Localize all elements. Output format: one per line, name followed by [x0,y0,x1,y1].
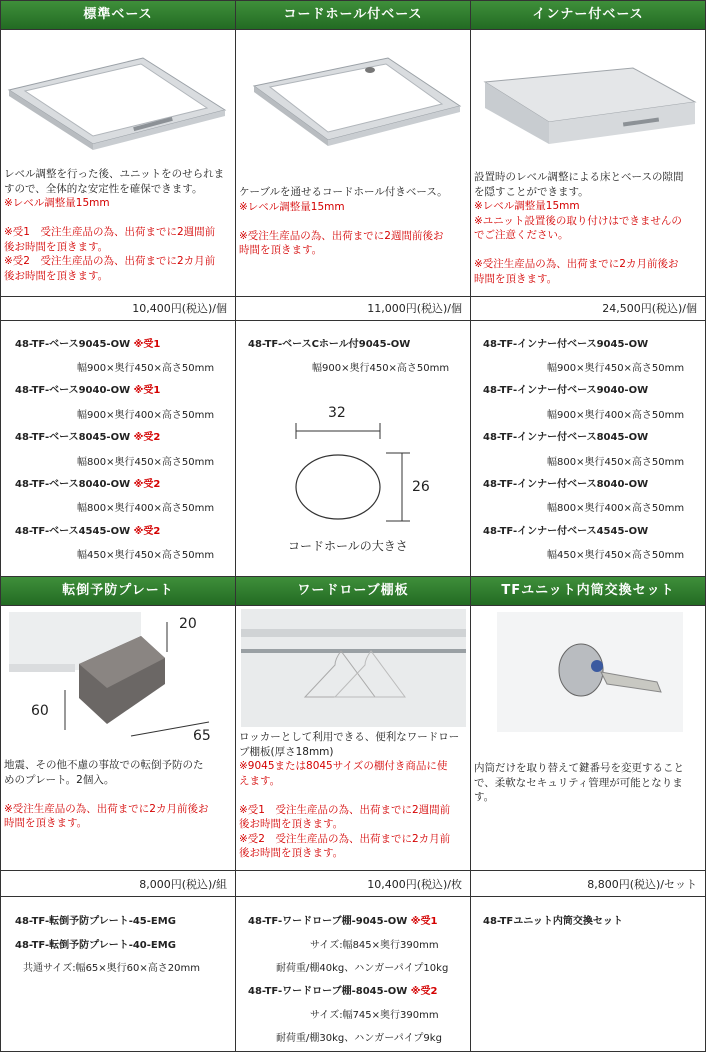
model-load: 耐荷重/棚30kg、ハンガーパイプ9kg [276,1033,442,1044]
header-anti-tip-plate: 転倒予防プレート [0,576,236,606]
price-standard-base: 10,400円(税込)/個 [0,296,236,321]
model-name: 48-TF-ベースCホール付9045-OW [248,339,411,350]
model-load: 耐荷重/棚40kg、ハンガーパイプ10kg [276,963,449,974]
model-spec: 幅900×奥行450×高さ50mm [77,363,215,374]
desc-line: めのプレート。2個入。 [4,773,115,786]
desc-line: 後お時間を頂きます。 [4,269,109,282]
desc-line: 地震、その他不慮の事故での転倒予防のた [4,759,204,771]
price-cord-hole-base: 11,000円(税込)/個 [235,296,471,321]
header-cord-hole-base: コードホール付ベース [235,0,471,30]
wardrobe-shelf-models [235,896,471,1052]
standard-base-image [3,40,228,150]
cord-hole-diagram [286,401,426,551]
desc-line: 時間を頂きます。 [474,272,558,285]
model-name: 48-TF-転倒予防プレート-40-EMG [15,940,176,951]
model-name: 48-TF-ベース8045-OW ※受2 [15,432,161,443]
desc-line: ブ棚板(厚さ18mm) [239,745,334,758]
plate-dim-depth: 60 [31,703,49,719]
wardrobe-shelf-image [241,609,466,727]
cord-hole-base-cell [235,29,471,297]
price-inner-cylinder-set: 8,800円(税込)/セット [470,870,706,897]
desc-line: ※受2 受注生産品の為、出荷までに2カ月前 [239,832,451,845]
model-spec: 幅900×奥行400×高さ50mm [547,410,685,421]
header-standard-base: 標準ベース [0,0,236,30]
desc-line: ※受注生産品の為、出荷までに2カ月前後お [474,258,679,270]
desc-line: ケーブルを通せるコードホール付きベース。 [239,186,448,198]
desc-line: 設置時のレベル調整による床とベースの隙間 [474,171,684,183]
desc-line: ロッカーとして利用できる、便利なワードロー [239,731,460,743]
price-wardrobe-shelf: 10,400円(税込)/枚 [235,870,471,897]
model-name: 48-TFユニット内筒交換セット [483,916,623,927]
model-spec: 幅900×奥行450×高さ50mm [547,363,685,374]
model-spec: 幅900×奥行450×高さ50mm [312,363,450,374]
desc-line: ※レベル調整量15mm [474,200,580,212]
inner-cylinder-set-description [471,761,706,805]
desc-line: で、柔軟なセキュリティ管理が可能となりま [474,776,683,789]
plate-dim-width: 65 [193,728,211,744]
model-name: 48-TF-インナー付ベース9045-OW [483,339,649,350]
model-spec: 幅800×奥行450×高さ50mm [77,457,215,468]
cord-hole-width: 32 [328,405,346,421]
model-spec: 共通サイズ:幅65×奥行60×高さ20mm [23,963,200,974]
desc-line: ※ユニット設置後の取り付けはできませんの [474,214,682,227]
desc-line: 後お時間を頂きます。 [239,847,344,859]
model-spec: 幅900×奥行400×高さ50mm [77,410,215,421]
anti-tip-plate-description [1,758,236,831]
wardrobe-shelf-cell [235,605,471,871]
header-wardrobe-shelf: ワードローブ棚板 [235,576,471,606]
header-inner-cylinder-set: TFユニット内筒交換セット [470,576,706,606]
model-spec: 幅450×奥行450×高さ50mm [77,550,215,561]
model-spec: 幅450×奥行450×高さ50mm [547,550,685,561]
anti-tip-plate-models [0,896,236,1052]
desc-line: 後お時間を頂きます。 [239,818,344,830]
inner-cylinder-set-models [470,896,706,1052]
desc-line: 時間を頂きます。 [239,244,323,256]
inner-cylinder-set-image [497,612,683,732]
anti-tip-plate-cell [0,605,236,871]
model-name: 48-TF-ワードローブ棚-9045-OW ※受1 [248,916,438,927]
price-anti-tip-plate: 8,000円(税込)/組 [0,870,236,897]
desc-line: 内筒だけを取り替えて鍵番号を変更すること [474,762,684,774]
model-name: 48-TF-ベース9045-OW ※受1 [15,339,161,350]
desc-line: ※受注生産品の為、出荷までに2週間前後お [239,229,444,242]
model-name: 48-TF-ベース8040-OW ※受2 [15,479,161,490]
model-name: 48-TF-転倒予防プレート-45-EMG [15,916,176,927]
desc-line: ※受1 受注生産品の為、出荷までに2週間前 [239,803,451,816]
cord-hole-base-image [250,42,465,152]
desc-line: レベル調整を行った後、ユニットをのせられま [4,168,225,180]
desc-line: ※レベル調整量15mm [239,200,345,213]
desc-line: ※レベル調整量15mm [4,197,110,209]
model-name: 48-TF-ワードローブ棚-8045-OW ※受2 [248,986,438,997]
desc-line: すので、全体的な安定性を確保できます。 [4,182,203,195]
desc-line: ※受注生産品の為、出荷までに2カ月前後お [4,802,209,815]
model-name: 48-TF-ベース4545-OW ※受2 [15,526,161,537]
model-name: 48-TF-インナー付ベース4545-OW [483,526,649,537]
model-spec: 幅800×奥行450×高さ50mm [547,457,685,468]
desc-line: 時間を頂きます。 [4,817,88,829]
standard-base-cell [0,29,236,297]
inner-base-models [470,320,706,577]
desc-line: ※9045または8045サイズの棚付き商品に使 [239,760,448,772]
model-spec: サイズ:幅845×奥行390mm [310,940,439,951]
desc-line: えます。 [239,774,281,787]
model-name: 48-TF-インナー付ベース9040-OW [483,385,649,396]
desc-line: す。 [474,791,495,803]
model-spec: 幅800×奥行400×高さ50mm [547,503,685,514]
cord-hole-base-models [235,320,471,577]
model-name: 48-TF-インナー付ベース8040-OW [483,479,649,490]
price-inner-base: 24,500円(税込)/個 [470,296,706,321]
inner-base-cell [470,29,706,297]
model-name: 48-TF-ベース9040-OW ※受1 [15,385,161,396]
cord-hole-base-description [236,185,471,258]
inner-cylinder-set-cell [470,605,706,871]
wardrobe-shelf-description [236,730,471,861]
header-inner-base: インナー付ベース [470,0,706,30]
desc-line: 後お時間を頂きます。 [4,240,109,253]
standard-base-description [1,167,236,283]
standard-base-models [0,320,236,577]
model-spec: 幅800×奥行400×高さ50mm [77,503,215,514]
cord-hole-caption: コードホールの大きさ [288,539,408,553]
desc-line: ※受2 受注生産品の為、出荷までに2カ月前 [4,255,216,267]
inner-base-description [471,170,706,286]
model-name: 48-TF-インナー付ベース8045-OW [483,432,649,443]
inner-base-image [483,62,698,152]
model-spec: サイズ:幅745×奥行390mm [310,1010,439,1021]
desc-line: ※受1 受注生産品の為、出荷までに2週間前 [4,226,216,238]
desc-line: を隠すことができます。 [474,185,589,198]
cord-hole-height: 26 [412,479,430,495]
desc-line: でご注意ください。 [474,229,569,241]
plate-dim-height: 20 [179,616,197,632]
